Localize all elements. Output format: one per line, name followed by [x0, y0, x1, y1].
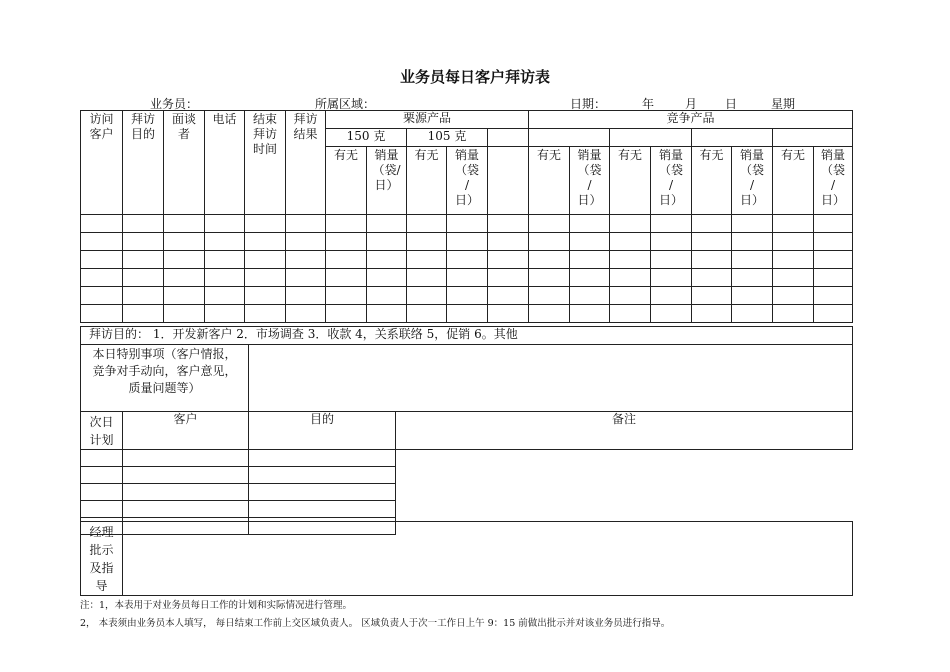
visit-row — [81, 305, 853, 323]
visit-cell[interactable] — [651, 269, 692, 287]
header-end-time: 结束 拜访 时间 — [245, 111, 286, 215]
visit-cell[interactable] — [205, 251, 245, 269]
header-phone: 电话 — [205, 111, 245, 215]
visit-row — [81, 269, 853, 287]
form-title: 业务员每日客户拜访表 — [399, 68, 550, 86]
visit-cell[interactable] — [732, 251, 773, 269]
header-comp-2 — [610, 129, 692, 147]
visit-cell[interactable] — [205, 305, 245, 323]
visit-cell[interactable] — [651, 287, 692, 305]
plan-row — [81, 467, 853, 484]
date-label: 日期： — [570, 97, 607, 111]
visit-cell[interactable] — [123, 215, 164, 233]
visit-cell[interactable] — [286, 269, 326, 287]
visit-cell[interactable] — [245, 215, 286, 233]
visit-cell[interactable] — [610, 215, 651, 233]
special-matters-label: 本日特别事项（客户情报， 竞争对手动向，客户意见， 质量问题等） — [81, 345, 249, 412]
visit-cell[interactable] — [814, 215, 853, 233]
visit-cell[interactable] — [488, 233, 529, 251]
header-sales: 销量 （袋 / 日） — [814, 147, 853, 215]
visit-cell[interactable] — [81, 305, 123, 323]
visit-cell[interactable] — [164, 305, 205, 323]
visit-cell[interactable] — [326, 305, 367, 323]
header-comp-3 — [692, 129, 773, 147]
plan-cell[interactable] — [81, 450, 123, 467]
visit-cell[interactable] — [407, 305, 447, 323]
visit-cell[interactable] — [81, 269, 123, 287]
visit-cell[interactable] — [447, 233, 488, 251]
visit-cell[interactable] — [447, 269, 488, 287]
salesperson-label: 业务员： — [150, 97, 199, 111]
visit-cell[interactable] — [367, 215, 407, 233]
visit-cell[interactable] — [814, 233, 853, 251]
next-plan-table — [80, 411, 853, 535]
header-size-105: 105 克 — [407, 129, 488, 147]
visit-cell[interactable] — [447, 305, 488, 323]
visit-cell[interactable] — [205, 215, 245, 233]
visit-table — [80, 110, 853, 323]
visit-cell[interactable] — [570, 215, 610, 233]
visit-row — [81, 233, 853, 251]
visit-cell[interactable] — [570, 251, 610, 269]
visit-cell[interactable] — [651, 233, 692, 251]
visit-cell[interactable] — [529, 233, 570, 251]
visit-cell[interactable] — [570, 305, 610, 323]
header-has: 有无 — [407, 147, 447, 215]
visit-cell[interactable] — [692, 215, 732, 233]
header-has: 有无 — [326, 147, 367, 215]
visit-cell[interactable] — [773, 269, 814, 287]
visit-cell[interactable] — [123, 233, 164, 251]
visit-cell[interactable] — [123, 269, 164, 287]
header-comp-4 — [773, 129, 853, 147]
special-matters-field[interactable] — [249, 345, 853, 412]
visit-cell[interactable] — [732, 233, 773, 251]
visit-cell[interactable] — [123, 287, 164, 305]
visit-cell[interactable] — [773, 251, 814, 269]
visit-cell[interactable] — [81, 215, 123, 233]
header-sales: 销量 （袋 / 日） — [570, 147, 610, 215]
visit-cell[interactable] — [245, 287, 286, 305]
visit-cell[interactable] — [529, 305, 570, 323]
visit-cell[interactable] — [407, 233, 447, 251]
visit-cell[interactable] — [205, 233, 245, 251]
visit-cell[interactable] — [286, 233, 326, 251]
visit-cell[interactable] — [773, 233, 814, 251]
visit-cell[interactable] — [164, 215, 205, 233]
visit-cell[interactable] — [245, 251, 286, 269]
visit-cell[interactable] — [367, 233, 407, 251]
plan-row — [81, 501, 853, 518]
visit-cell[interactable] — [326, 215, 367, 233]
visit-cell[interactable] — [367, 305, 407, 323]
visit-cell[interactable] — [81, 287, 123, 305]
header-size-150: 150 克 — [326, 129, 407, 147]
visit-cell[interactable] — [326, 287, 367, 305]
plan-cell[interactable] — [249, 450, 396, 467]
visit-row — [81, 251, 853, 269]
visit-cell[interactable] — [123, 305, 164, 323]
visit-cell[interactable] — [570, 233, 610, 251]
visit-cell[interactable] — [123, 251, 164, 269]
plan-cell[interactable] — [123, 467, 249, 484]
visit-cell[interactable] — [205, 269, 245, 287]
plan-cell[interactable] — [249, 467, 396, 484]
manager-label: 经理 批示 及指 导 — [81, 522, 123, 596]
week-label: 星期 — [771, 97, 796, 111]
visit-cell[interactable] — [692, 269, 732, 287]
header-has: 有无 — [773, 147, 814, 215]
visit-cell[interactable] — [814, 305, 853, 323]
visit-cell[interactable] — [245, 305, 286, 323]
plan-row — [81, 484, 853, 501]
visit-cell[interactable] — [773, 287, 814, 305]
header-visit-purpose: 拜访 目的 — [123, 111, 164, 215]
header-sales: 销量 （袋 / 日） — [732, 147, 773, 215]
header-own-product: 栗源产品 — [326, 111, 529, 129]
header-visit-customer: 访问 客户 — [81, 111, 123, 215]
header-sales: 销量 （袋 / 日） — [651, 147, 692, 215]
visit-cell[interactable] — [286, 251, 326, 269]
visit-cell[interactable] — [286, 215, 326, 233]
visit-cell[interactable] — [529, 287, 570, 305]
visit-cell[interactable] — [367, 251, 407, 269]
visit-cell[interactable] — [245, 269, 286, 287]
plan-row — [81, 450, 853, 467]
visit-cell[interactable] — [407, 215, 447, 233]
visit-cell[interactable] — [326, 251, 367, 269]
plan-cell[interactable] — [123, 501, 249, 518]
visit-cell[interactable] — [814, 251, 853, 269]
visit-cell[interactable] — [326, 269, 367, 287]
visit-cell[interactable] — [488, 251, 529, 269]
visit-cell[interactable] — [326, 233, 367, 251]
visit-cell[interactable] — [447, 251, 488, 269]
header-sales: 销量 （袋 / 日） — [447, 147, 488, 215]
plan-cell[interactable] — [81, 467, 123, 484]
visit-cell[interactable] — [529, 269, 570, 287]
header-comp-1 — [529, 129, 610, 147]
visit-row — [81, 215, 853, 233]
visit-cell[interactable] — [692, 233, 732, 251]
year-label: 年 — [642, 97, 655, 111]
region-label: 所属区域： — [315, 97, 376, 111]
month-label: 月 — [685, 97, 698, 111]
visit-cell[interactable] — [651, 215, 692, 233]
next-plan-purpose-header: 目的 — [249, 412, 396, 450]
visit-cell[interactable] — [488, 215, 529, 233]
header-has: 有无 — [529, 147, 570, 215]
purpose-note: 拜访目的： 1．开发新客户 2．市场调查 3．收款 4，关系联络 5，促销 6。其他 — [81, 327, 853, 345]
plan-cell[interactable] — [249, 501, 396, 518]
next-plan-remark-header: 备注 — [396, 412, 853, 450]
visit-cell[interactable] — [610, 269, 651, 287]
visit-cell[interactable] — [529, 251, 570, 269]
header-visit-result: 拜访 结果 — [286, 111, 326, 215]
visit-cell[interactable] — [407, 287, 447, 305]
visit-cell[interactable] — [610, 287, 651, 305]
next-plan-customer-header: 客户 — [123, 412, 249, 450]
plan-cell[interactable] — [81, 501, 123, 518]
visit-cell[interactable] — [407, 251, 447, 269]
visit-cell[interactable] — [692, 305, 732, 323]
visit-cell[interactable] — [651, 251, 692, 269]
visit-cell[interactable] — [570, 269, 610, 287]
header-blank — [488, 129, 529, 147]
next-plan-label: 次日 计划 — [81, 412, 123, 450]
visit-cell[interactable] — [732, 269, 773, 287]
visit-cell[interactable] — [570, 287, 610, 305]
plan-cell[interactable] — [249, 484, 396, 501]
header-sales: 销量 （袋/ 日） — [367, 147, 407, 215]
header-blank — [488, 147, 529, 215]
visit-cell[interactable] — [773, 305, 814, 323]
purpose-table — [80, 326, 853, 412]
header-competitor-product: 竞争产品 — [529, 111, 853, 129]
visit-cell[interactable] — [447, 287, 488, 305]
visit-cell[interactable] — [773, 215, 814, 233]
visit-row — [81, 287, 853, 305]
manager-comment-field[interactable] — [123, 522, 853, 596]
visit-cell[interactable] — [610, 251, 651, 269]
visit-cell[interactable] — [367, 269, 407, 287]
plan-cell[interactable] — [123, 484, 249, 501]
manager-table — [80, 521, 853, 596]
visit-cell[interactable] — [205, 287, 245, 305]
visit-cell[interactable] — [814, 269, 853, 287]
visit-cell[interactable] — [164, 233, 205, 251]
visit-cell[interactable] — [732, 287, 773, 305]
visit-cell[interactable] — [488, 305, 529, 323]
visit-cell[interactable] — [732, 305, 773, 323]
visit-cell[interactable] — [488, 287, 529, 305]
header-has: 有无 — [610, 147, 651, 215]
plan-cell[interactable] — [81, 484, 123, 501]
visit-cell[interactable] — [81, 251, 123, 269]
header-has: 有无 — [692, 147, 732, 215]
visit-cell[interactable] — [814, 287, 853, 305]
visit-cell[interactable] — [692, 251, 732, 269]
visit-cell[interactable] — [164, 251, 205, 269]
visit-cell[interactable] — [447, 215, 488, 233]
visit-cell[interactable] — [164, 287, 205, 305]
visit-cell[interactable] — [367, 287, 407, 305]
visit-cell[interactable] — [692, 287, 732, 305]
visit-cell[interactable] — [732, 215, 773, 233]
visit-cell[interactable] — [81, 233, 123, 251]
note-2: 2， 本表须由业务员本人填写， 每日结束工作前上交区域负责人。 区域负责人于次一工作日上午 9：15 前做出批示并对该业务员进行指导。 — [80, 618, 671, 629]
visit-cell[interactable] — [488, 269, 529, 287]
plan-cell[interactable] — [123, 450, 249, 467]
visit-cell[interactable] — [651, 305, 692, 323]
visit-cell[interactable] — [529, 215, 570, 233]
visit-cell[interactable] — [245, 233, 286, 251]
visit-cell[interactable] — [286, 305, 326, 323]
visit-cell[interactable] — [286, 287, 326, 305]
day-label: 日 — [725, 97, 738, 111]
visit-cell[interactable] — [164, 269, 205, 287]
visit-cell[interactable] — [407, 269, 447, 287]
note-1: 注：1，本表用于对业务员每日工作的计划和实际情况进行管理。 — [80, 600, 353, 611]
header-interviewee: 面谈 者 — [164, 111, 205, 215]
visit-cell[interactable] — [610, 233, 651, 251]
visit-cell[interactable] — [610, 305, 651, 323]
